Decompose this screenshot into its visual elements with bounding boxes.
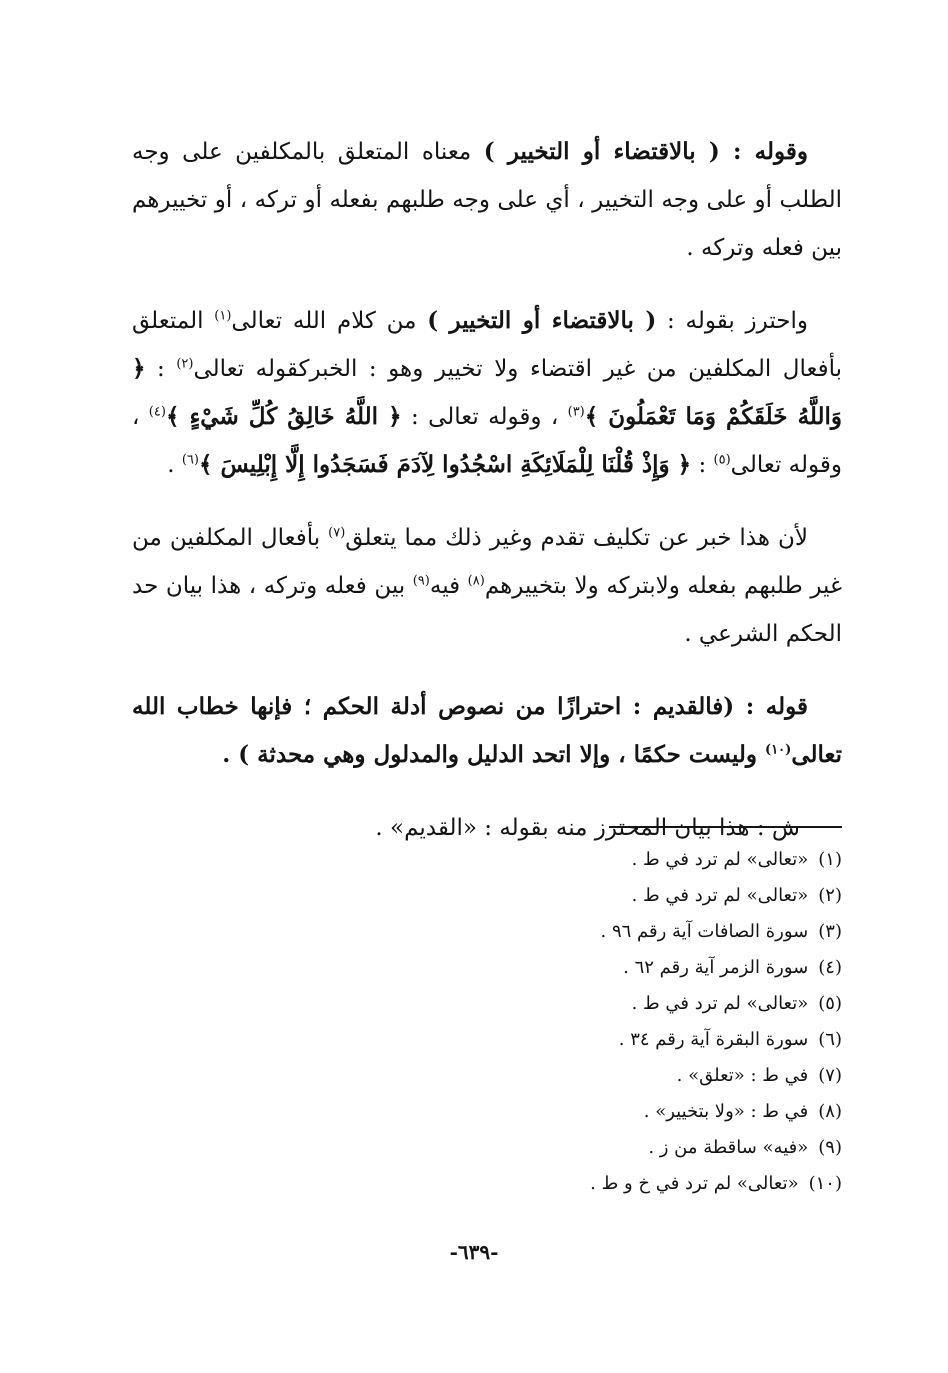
footnote-marker[interactable]: (٦) [181, 452, 199, 468]
text-segment: بأفعال المكلفين من غير طلبهم بفعله ولابتركه ولا بتخييرهم [132, 525, 842, 599]
footnote-text: «فيه» ساقطة من ز . [648, 1137, 809, 1158]
text-segment: بين فعله وتركه ، هذا بيان حد الحكم الشرعي . [132, 573, 842, 647]
text-segment: قوله : (فالقديم : احترازًا من نصوص أدلة الحكم ؛ فإنها خطاب الله تعالى [132, 693, 842, 768]
footnote-marker[interactable]: (٢) [176, 356, 194, 372]
text-segment: فيه [429, 573, 468, 599]
text-segment: ( بالاقتضاء أو التخيير ) [483, 138, 720, 165]
text-segment: واحترز بقوله : [656, 308, 809, 334]
footnote-text: سورة الزمر آية رقم ٦٢ . [623, 957, 809, 978]
text-segment: معناه المتعلق بالمكلفين على وجه الطلب أو على وجه التخيير ، أي على وجه طلبهم بفعله أو تركه ، أو تخييرهم بين فعله وتركه . [132, 139, 842, 261]
footnote-text: «تعالى» لم ترد في ط . [631, 993, 809, 1014]
body-paragraph [132, 297, 842, 489]
footnote-item [342, 1094, 842, 1130]
footnote-marker[interactable]: (٥) [713, 452, 731, 468]
footnote-number: (٦) [818, 1029, 842, 1050]
footnote-item [342, 1166, 842, 1202]
body-paragraph [132, 683, 842, 779]
footnote-number: (٨) [818, 1101, 842, 1122]
text-segment: : [145, 356, 177, 382]
footnote-text: «تعالى» لم ترد في ط . [631, 849, 809, 870]
body-paragraph [132, 514, 842, 658]
footnote-number: (٣) [818, 921, 842, 942]
footnote-text: «تعالى» لم ترد في خ و ط . [590, 1173, 799, 1194]
footnote-text: «تعالى» لم ترد في ط . [631, 885, 809, 906]
text-segment: وليست حكمًا ، وإلا اتحد الدليل والمدلول وهي محدثة ) . [222, 741, 766, 768]
footnote-number: (١٠) [808, 1173, 842, 1194]
footnote-item [342, 950, 842, 986]
text-segment: ﴿ وَإِذْ قُلْنَا لِلْمَلَائِكَةِ اسْجُدُوا لِآدَمَ فَسَجَدُوا إِلَّا إِبْلِيسَ ﴾ [198, 451, 692, 478]
text-segment: ﴿ اللَّهُ خَالِقُ كُلِّ شَيْءٍ ﴾ [165, 403, 402, 430]
footnote-marker[interactable]: (٤) [148, 404, 166, 420]
text-segment: ، وقوله تعالى : [401, 404, 568, 430]
footnote-marker[interactable]: (١٠) [765, 742, 792, 758]
footnote-text: في ط : «ولا بتخيير» . [643, 1101, 809, 1122]
footnotes-list [342, 842, 842, 1202]
footnote-item [342, 1022, 842, 1058]
footnote-number: (٥) [818, 993, 842, 1014]
text-segment: ﴿ وَاللَّهُ خَلَقَكُمْ وَمَا تَعْمَلُونَ ﴾ [132, 355, 843, 430]
main-text-block [132, 128, 842, 852]
text-segment: : [691, 452, 714, 478]
footnote-marker[interactable]: (١) [214, 308, 232, 324]
footnote-number: (١) [818, 849, 842, 870]
text-segment: ، وقوله تعالى [132, 404, 842, 478]
text-segment: وقوله : [719, 138, 808, 165]
body-paragraph [132, 128, 842, 272]
footnote-item [342, 878, 842, 914]
footnote-marker[interactable]: (٧) [328, 525, 346, 541]
text-segment: ش : هذا بيان المحترز منه بقوله : «القديم» . [375, 815, 800, 841]
footnote-item [342, 1130, 842, 1166]
footnote-item [342, 914, 842, 950]
text-segment: . [167, 452, 182, 478]
footnote-number: (٧) [818, 1065, 842, 1086]
page-number: -٦٣٩- [449, 1240, 499, 1264]
footnote-item [342, 842, 842, 878]
footnote-separator [609, 826, 842, 828]
footnote-text: سورة البقرة آية رقم ٣٤ . [618, 1029, 809, 1050]
footnote-number: (٢) [818, 885, 842, 906]
footnote-marker[interactable]: (٣) [567, 404, 585, 420]
footnote-text: سورة الصافات آية رقم ٩٦ . [600, 921, 809, 942]
footnote-marker[interactable]: (٩) [412, 573, 430, 589]
footnote-text: في ط : «تعلق» . [676, 1065, 809, 1086]
footnote-marker[interactable]: (٨) [467, 573, 485, 589]
text-segment: المتعلق بأفعال المكلفين من غير اقتضاء ولا تخيير وهو : الخبركقوله تعالى [132, 308, 842, 382]
text-segment: ( بالاقتضاء أو التخيير ) [427, 307, 657, 334]
footnote-item [342, 1058, 842, 1094]
text-segment: من كلام الله تعالى [231, 308, 428, 334]
footnote-number: (٩) [818, 1137, 842, 1158]
footnote-number: (٤) [818, 957, 842, 978]
footnote-item [342, 986, 842, 1022]
text-segment: لأن هذا خبر عن تكليف تقدم وغير ذلك مما يتعلق [345, 525, 808, 551]
